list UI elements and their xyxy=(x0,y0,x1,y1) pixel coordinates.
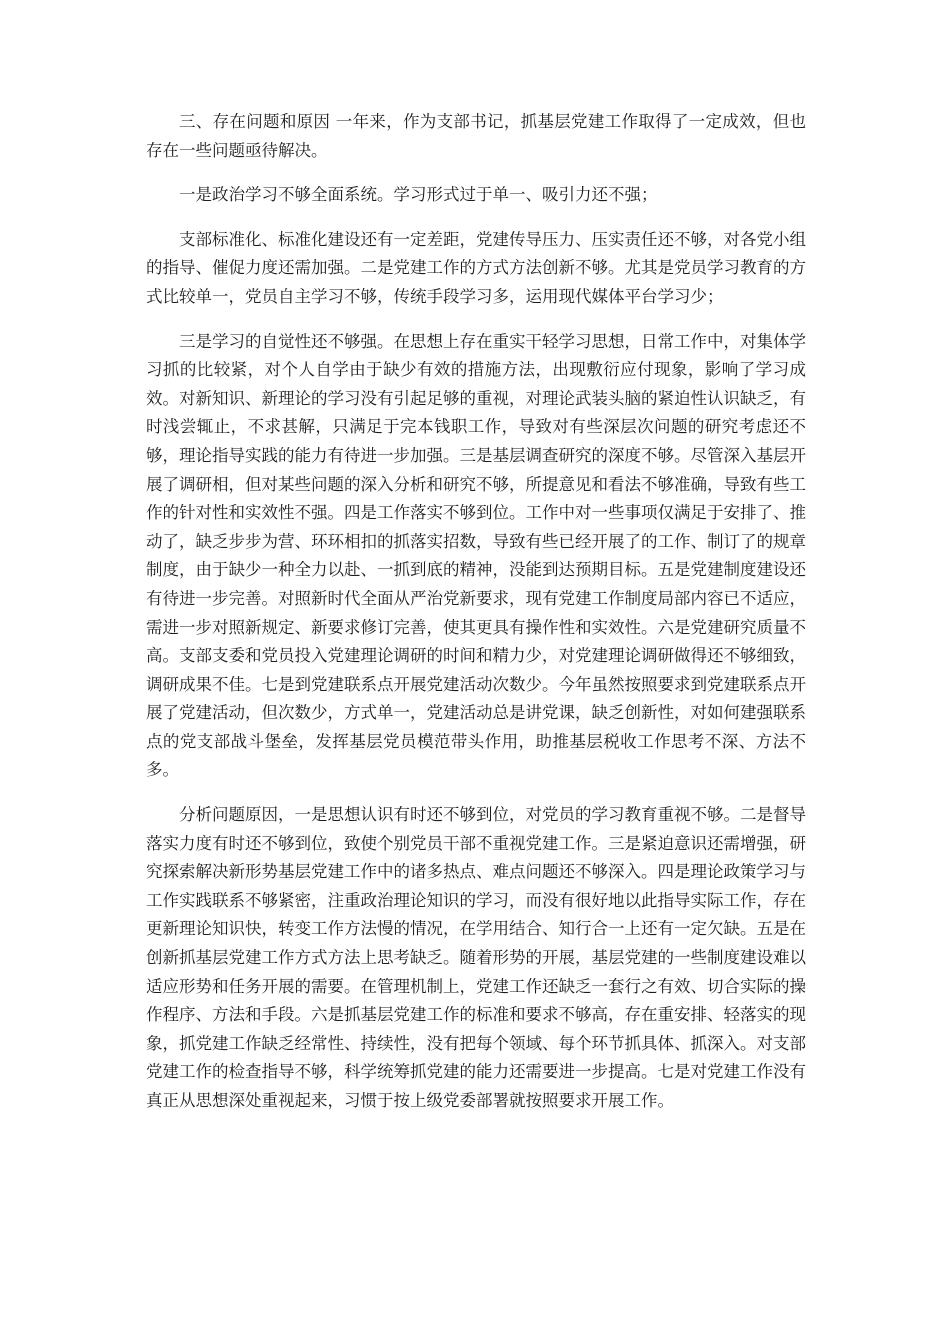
paragraph-branch-standardization: 支部标准化、标准化建设还有一定差距，党建传导压力、压实责任还不够，对各党小组的指导、催促力度还需加强。二是党建工作的方式方法创新不够。尤其是党员学习教育的方式比较单一，党员自主学习不够，传统手段学习多，运用现代媒体平台学习少； xyxy=(146,229,806,306)
paragraph-study-self-awareness: 三是学习的自觉性还不够强。在思想上存在重实干轻学习思想，日常工作中，对集体学习抓的比较紧，对个人自学由于缺少有效的措施方法，出现敷衍应付现象，影响了学习成效。对新知识、新理论的学习没有引起足够的重视，对理论武装头脑的紧迫性认识缺乏，有时浅尝辄止，不求甚解，只满足于完本钱职工作，导致对有些深层次问题的研究考虑还不够，理论指导实践的能力有待进一步加强。三是基层调查研究的深度不够。尽管深入基层开展了调研相，但对某些问题的深入分析和研究不够，所提意见和看法不够准确，导致有些工作的针对性和实效性不强。四是工作落实不够到位。工作中对一些事项仅满足于安排了、推动了，缺乏步步为营、环环相扣的抓落实招数，导致有些已经开展了的工作、制订了的规章制度，由于缺少一种全力以赴、一抓到底的精神，没能到达预期目标。五是党建制度建设还有待进一步完善。对照新时代全面从严治党新要求，现有党建工作制度局部内容已不适应，需进一步对照新规定、新要求修订完善，使其更具有操作性和实效性。六是党建研究质量不高。支部支委和党员投入党建理论调研的时间和精力少，对党建理论调研做得还不够细致，调研成果不佳。七是到党建联系点开展党建活动次数少。今年虽然按照要求到党建联系点开展了党建活动，但次数少，方式单一，党建活动总是讲党课，缺乏创新性，对如何建强联系点的党支部战斗堡垒，发挥基层党员模范带头作用，助推基层税收工作思考不深、方法不多。 xyxy=(146,331,806,780)
document-body xyxy=(146,108,806,1132)
paragraph-political-study: 一是政治学习不够全面系统。学习形式过于单一、吸引力还不强； xyxy=(179,185,658,205)
paragraph-cause-analysis: 分析问题原因，一是思想认识有时还不够到位，对党员的学习教育重视不够。二是督导落实力度有时还不够到位，致使个别党员干部不重视党建工作。三是紧迫意识还需增强，研究探索解决新形势基层党建工作中的诸多热点、难点问题还不够深入。四是理论政策学习与工作实践联系不够紧密，注重政治理论知识的学习，而没有很好地以此指导实际工作，存在更新理论知识快，转变工作方法慢的情况，在学用结合、知行合一上还有一定欠缺。五是在创新抓基层党建工作方式方法上思考缺乏。随着形势的开展，基层党建的一些制度建设难以适应形势和任务开展的需要。在管理机制上，党建工作还缺乏一套行之有效、切合实际的操作程序、方法和手段。六是抓基层党建工作的标准和要求不够高，存在重安排、轻落实的现象，抓党建工作缺乏经常性、持续性，没有把每个领域、每个环节抓具体、抓深入。对支部党建工作的检查指导不够，科学统筹抓党建的能力还需要进一步提高。七是对党建工作没有真正从思想深处重视起来，习惯于按上级党委部署就按照要求开展工作。 xyxy=(146,805,806,1110)
paragraph-problems-intro: 三、存在问题和原因 一年来，作为支部书记，抓基层党建工作取得了一定成效，但也存在一些问题亟待解决。 xyxy=(146,112,806,160)
